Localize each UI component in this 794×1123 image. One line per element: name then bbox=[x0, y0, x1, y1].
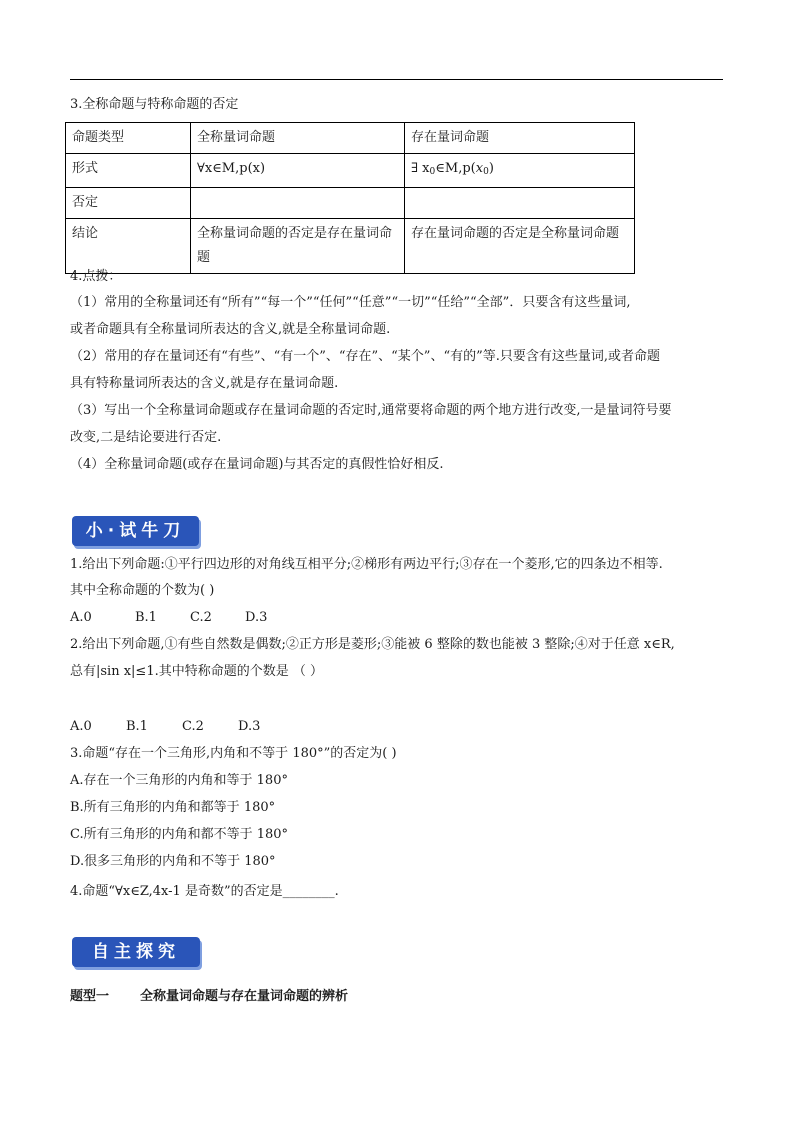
question-3-stem: 3.命题“存在一个三角形,内角和不等于 180°”的否定为( ) bbox=[70, 746, 397, 761]
option: A.存在一个三角形的内角和等于 180° bbox=[70, 773, 288, 788]
table-cell: ∀x∈M,p(x) bbox=[191, 154, 405, 188]
table-cell: 全称量词命题的否定是存在量词命题 bbox=[191, 219, 405, 274]
option: B.所有三角形的内角和都等于 180° bbox=[70, 800, 276, 815]
question-2-options bbox=[70, 718, 260, 736]
option: B.1 bbox=[126, 719, 148, 734]
tips-title: 4.点拨： bbox=[70, 269, 122, 284]
option: B.1 bbox=[135, 610, 157, 625]
table-cell: 形式 bbox=[66, 154, 191, 188]
question-2-line: 总有|sin x|≤1.其中特称命题的个数是 （ ） bbox=[70, 664, 323, 679]
section-badge-explore: 自主探究 bbox=[72, 937, 200, 967]
table-cell: ∃ $x_0\in M,p(x_0)$ bbox=[405, 154, 635, 188]
subheading-label: 题型一 bbox=[70, 989, 110, 1004]
tip-paragraph: 或者命题具有全称量词所表达的含义,就是全称量词命题. bbox=[70, 322, 391, 337]
option: A.0 bbox=[70, 719, 92, 734]
tip-paragraph: （3）写出一个全称量词命题或存在量词命题的否定时,通常要将命题的两个地方进行改变,一是量词符号要 bbox=[70, 403, 672, 418]
table-row bbox=[66, 219, 635, 274]
question-1-line: 其中全称命题的个数为( ) bbox=[70, 583, 215, 598]
tip-paragraph: 改变,二是结论要进行否定. bbox=[70, 430, 222, 445]
tip-paragraph: 具有特称量词所表达的含义,就是存在量词命题. bbox=[70, 376, 339, 391]
table-cell: 结论 bbox=[66, 219, 191, 274]
table-cell: 存在量词命题的否定是全称量词命题 bbox=[405, 219, 635, 274]
table-row bbox=[66, 123, 635, 154]
table-cell bbox=[191, 188, 405, 219]
option: C.2 bbox=[182, 719, 204, 734]
tip-paragraph: （2）常用的存在量词还有“有些”、“有一个”、“存在”、“某个”、“有的”等.只要含有这些量词,或者命题 bbox=[70, 349, 660, 364]
option: D.3 bbox=[238, 719, 261, 734]
table-header-cell: 存在量词命题 bbox=[405, 123, 635, 154]
question-1-options bbox=[70, 609, 267, 627]
question-1-line: 1.给出下列命题:①平行四边形的对角线互相平分;②梯形有两边平行;③存在一个菱形,它的四条边不相等. bbox=[70, 557, 663, 572]
table-cell: 否定 bbox=[66, 188, 191, 219]
question-2-line: 2.给出下列命题,①有些自然数是偶数;②正方形是菱形;③能被 6 整除的数也能被 3 整除;④对于任意 x∈R, bbox=[70, 637, 675, 652]
table-header-cell: 全称量词命题 bbox=[191, 123, 405, 154]
option: C.2 bbox=[190, 610, 212, 625]
subheading bbox=[70, 988, 348, 1006]
tip-paragraph: （1）常用的全称量词还有“所有”“每一个”“任何”“任意”“一切”“任给”“全部”．只要含有这些量词, bbox=[70, 295, 631, 310]
section-badge-practice: 小·试牛刀 bbox=[72, 516, 199, 546]
table-header-cell: 命题类型 bbox=[66, 123, 191, 154]
tip-paragraph: （4）全称量词命题(或存在量词命题)与其否定的真假性恰好相反. bbox=[70, 457, 444, 472]
option: D.很多三角形的内角和不等于 180° bbox=[70, 854, 276, 869]
subheading-text: 全称量词命题与存在量词命题的辨析 bbox=[140, 989, 349, 1004]
negation-table bbox=[65, 122, 635, 274]
option: C.所有三角形的内角和都不等于 180° bbox=[70, 827, 289, 842]
option: D.3 bbox=[245, 610, 268, 625]
header-rule bbox=[70, 79, 723, 80]
table-cell bbox=[405, 188, 635, 219]
question-4-stem: 4.命题“∀x∈Z,4x-1 是奇数”的否定是________. bbox=[70, 884, 339, 899]
section-title: 3.全称命题与特称命题的否定 bbox=[70, 97, 239, 112]
table-row bbox=[66, 154, 635, 188]
table-row bbox=[66, 188, 635, 219]
option: A.0 bbox=[70, 610, 92, 625]
